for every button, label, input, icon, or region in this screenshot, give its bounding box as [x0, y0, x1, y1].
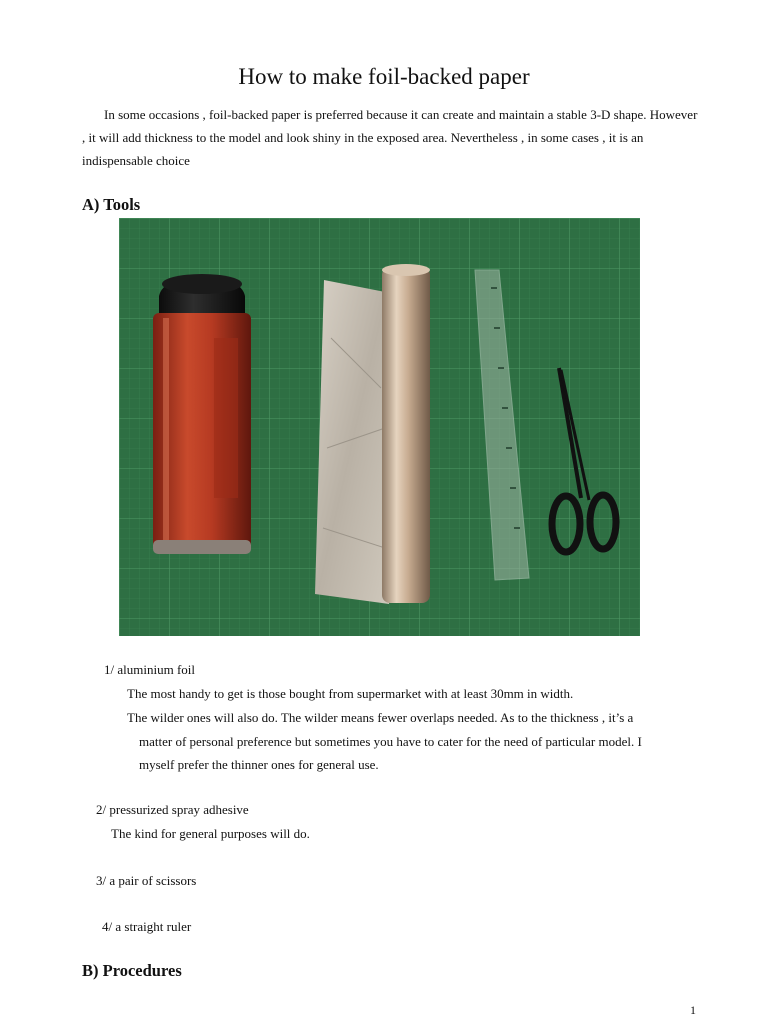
foil-roll: [382, 264, 430, 603]
tool-item-label: 1/ aluminium foil: [104, 662, 195, 677]
tool-item-label: 2/ pressurized spray adhesive: [96, 802, 249, 817]
page-number: 1: [690, 1003, 696, 1017]
intro-text: In some occasions , foil-backed paper is preferred because it can create and maintain a stable 3-D shape. However , it will add thickness to the model and look shiny in the exposed area. Nevertheless , in some cases , it is an indispensable choice: [82, 107, 698, 168]
tool-item-line: myself prefer the thinner ones for general use.: [139, 757, 379, 772]
page-title: How to make foil-backed paper: [238, 64, 530, 89]
tools-photo: [119, 218, 640, 636]
intro-paragraph: [82, 103, 702, 172]
tool-item-line: The kind for general purposes will do.: [111, 826, 310, 841]
section-heading-tools: A) Tools: [82, 195, 141, 214]
tool-item-line: The wilder ones will also do. The wilder means fewer overlaps needed. As to the thickness , it’s a: [127, 710, 634, 725]
tool-item-label: 3/ a pair of scissors: [96, 873, 197, 888]
tool-item-label: 4/ a straight ruler: [102, 919, 192, 934]
tool-item-line: The most handy to get is those bought from supermarket with at least 30mm in width.: [127, 686, 574, 701]
foil-sheet: [315, 280, 389, 604]
spray-can: [153, 274, 251, 554]
section-heading-procedures: B) Procedures: [82, 961, 182, 980]
tool-item-line: matter of personal preference but sometimes you have to cater for the need of particular model. I: [139, 734, 642, 749]
